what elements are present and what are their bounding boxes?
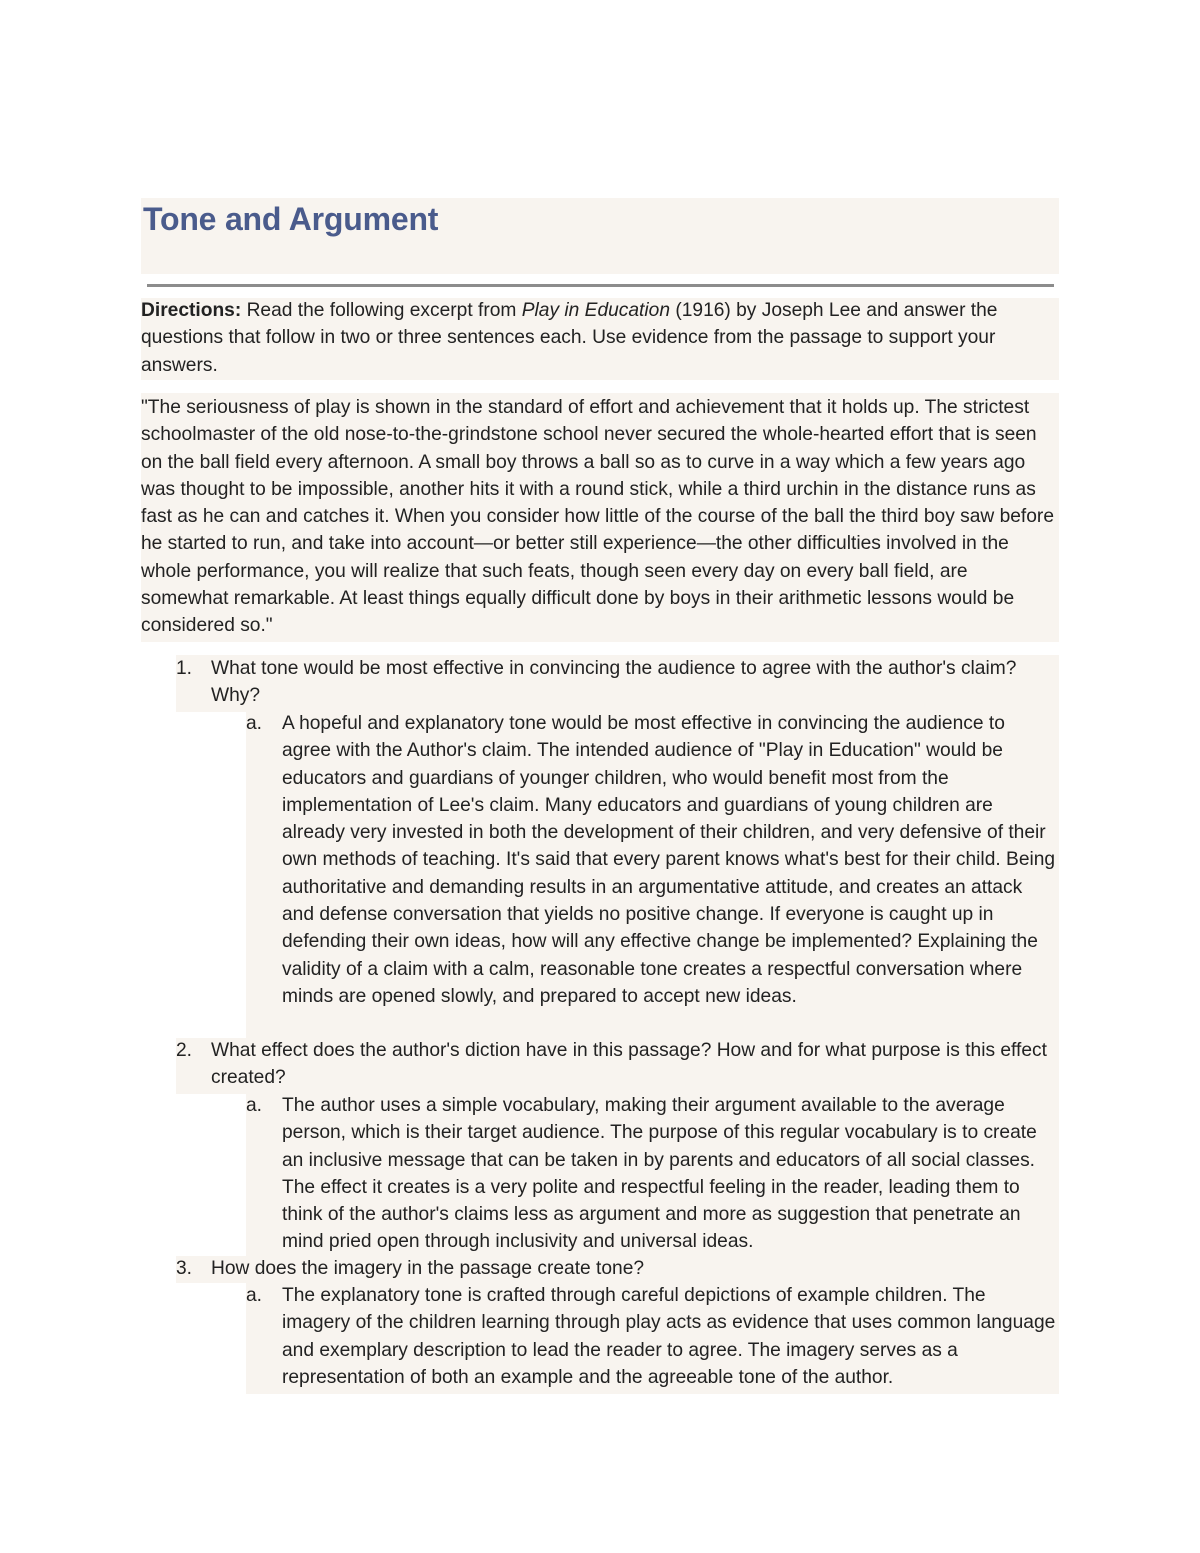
answer-marker: a. xyxy=(246,1285,263,1306)
directions-text-before: Read the following excerpt from xyxy=(241,300,522,321)
answer-text: A hopeful and explanatory tone would be most effective in convincing the audience to agree with the Author's claim. The intended audience of "Play in Education" would be educators and guardians of younger children, who would benefit most from the implementation of Lee's claim. Many educators and guardians of young children are already very invested in both the development of their children, and very defensive of their own methods of teaching. It's said that every parent knows what's best for their child. Being authoritative and demanding results in an argumentative attitude, and creates an attack and defense conversation that yields no positive change. If everyone is caught up in defending their own ideas, how will any effective change be implemented? Explaining the validity of a claim with a calm, reasonable tone creates a respectful conversation where minds are opened slowly, and prepared to accept new ideas. xyxy=(282,713,1056,1007)
directions-text-after: (1916) by Joseph Lee and answer the questions that follow in two or three sentences each. Use evidence from the passage to support your answers. xyxy=(141,300,998,376)
question-number: 1. xyxy=(176,658,193,679)
answer-marker: a. xyxy=(246,713,263,734)
question-text: What effect does the author's diction have in this passage? How and for what purpose is this effect created? xyxy=(211,1040,1047,1089)
question-number: 2. xyxy=(176,1040,193,1061)
book-title: Play in Education xyxy=(521,300,670,321)
document-title: Tone and Argument xyxy=(143,201,439,237)
question-text: What tone would be most effective in convincing the audience to agree with the author's claim? Why? xyxy=(211,658,1017,707)
answer-marker: a. xyxy=(246,1095,263,1116)
answer-text: The author uses a simple vocabulary, making their argument available to the average person, which is their target audience. The purpose of this regular vocabulary is to create an inclusive message that can be taken in by parents and educators of all social classes. The effect it creates is a very polite and respectful feeling in the reader, leading them to think of the author's claims less as argument and more as suggestion that penetrate an mind pried open through inclusivity and universal ideas. xyxy=(282,1095,1037,1253)
question-number: 3. xyxy=(176,1258,193,1279)
excerpt-paragraph: "The seriousness of play is shown in the standard of effort and achievement that it holds up. The strictest schoolmaster of the old nose-to-the-grindstone school never secured the whole-hearted effort that is seen on the ball field every afternoon. A small boy throws a ball so as to curve in a way which a few years ago was thought to be impossible, another hits it with a round stick, while a third urchin in the distance runs as fast as he can and catches it. When you consider how little of the course of the ball the third boy saw before he started to run, and take into account—or better still experience—the other difficulties involved in the whole performance, you will realize that such feats, though seen every day on every ball field, are somewhat remarkable. At least things equally difficult done by boys in their arithmetic lessons would be considered so." xyxy=(141,397,1054,637)
question-text: How does the imagery in the passage create tone? xyxy=(211,1258,645,1279)
directions-paragraph xyxy=(141,297,1059,379)
directions-label: Directions: xyxy=(141,300,242,321)
title-divider xyxy=(147,284,1054,287)
answer-text: The explanatory tone is crafted through careful depictions of example children. The imagery of the children learning through play acts as evidence that uses common language and exemplary description to lead the reader to agree. The imagery serves as a representation of both an example and the agreeable tone of the author. xyxy=(282,1285,1056,1388)
